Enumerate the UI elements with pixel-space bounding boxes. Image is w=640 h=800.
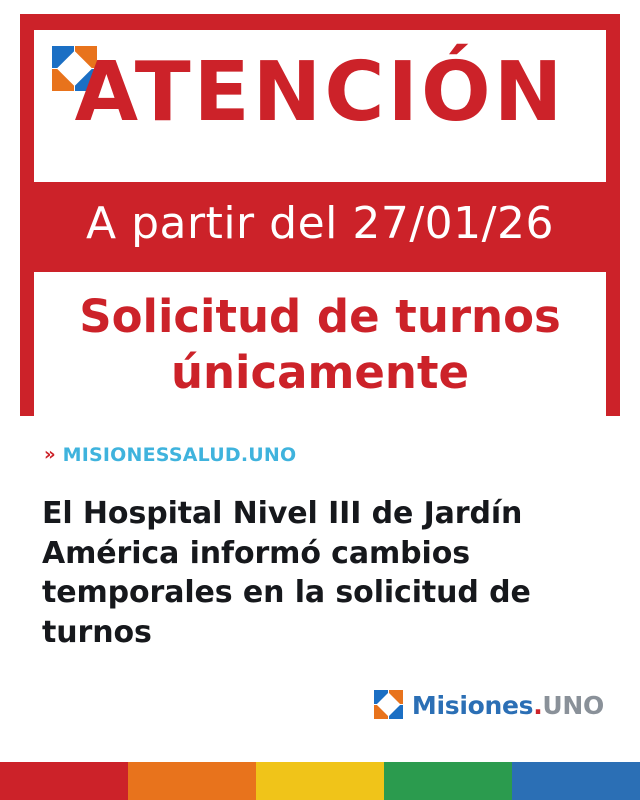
poster-notice-banner <box>34 272 606 416</box>
attention-banner <box>34 30 606 182</box>
article-kicker[interactable] <box>44 444 296 466</box>
bottom-color-bar-segment-5 <box>512 762 640 800</box>
misiones-uno-diamond-logo-icon <box>374 690 404 720</box>
article-kicker-label: MISIONESSALUD.UNO <box>62 444 297 466</box>
poster-notice-line-1: Solicitud de turnos <box>79 290 561 343</box>
poster-title: ATENCIÓN <box>74 45 566 140</box>
brand-logo <box>374 690 604 720</box>
chevron-right-icon: » <box>44 444 56 465</box>
bottom-color-bar-segment-4 <box>384 762 512 800</box>
article-headline: El Hospital Nivel III de Jardín América informó cambios temporales en la solicitud de turnos <box>42 496 531 650</box>
brand-wordmark <box>412 691 604 720</box>
bottom-color-bar-segment-3 <box>256 762 384 800</box>
poster-notice-line-2: únicamente <box>170 346 469 399</box>
bottom-color-bar <box>0 762 640 800</box>
bottom-color-bar-segment-2 <box>128 762 256 800</box>
poster-date-line: A partir del 27/01/26 <box>86 198 554 249</box>
article-card <box>0 416 640 762</box>
brand-name-part-2: UNO <box>542 690 604 720</box>
bottom-color-bar-segment-1 <box>0 762 128 800</box>
poster-red-background <box>20 14 620 416</box>
brand-name-part-1: Misiones <box>411 690 534 720</box>
brand-separator: . <box>533 690 543 720</box>
